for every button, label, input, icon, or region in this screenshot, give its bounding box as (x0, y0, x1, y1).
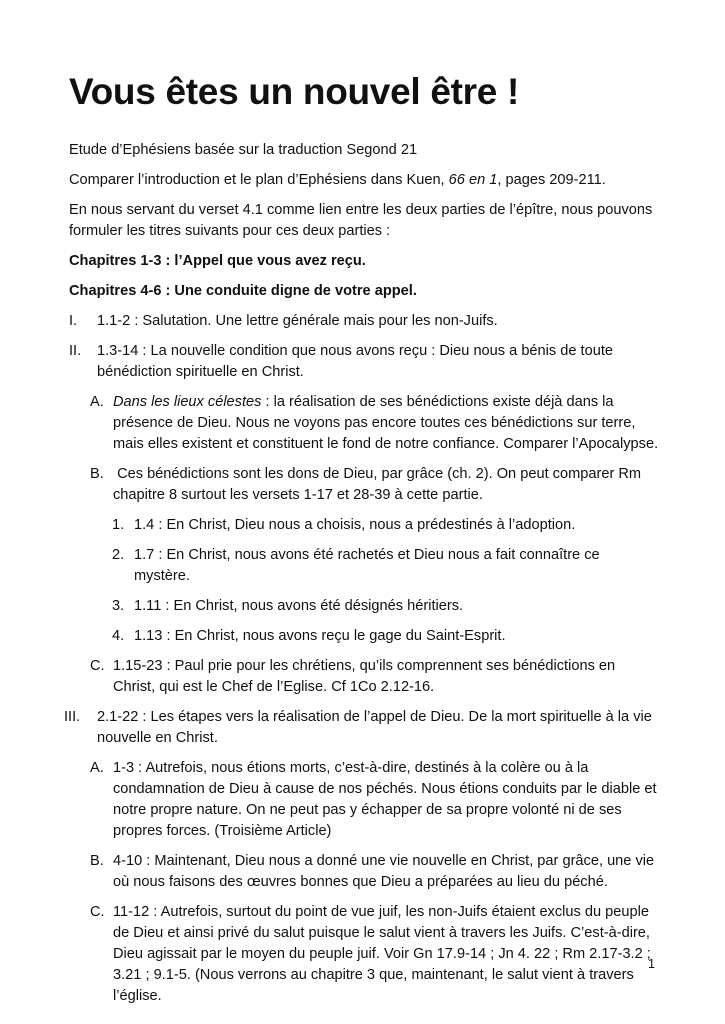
outline-item-iii (64, 707, 659, 749)
outline-text: 1.11 : En Christ, nous avons été désignés héritiers. (134, 598, 464, 614)
intro-paragraph-2-end: , pages 209-211. (497, 172, 606, 188)
page-number: 1 (648, 957, 655, 971)
outline-item-ii-b-4 (112, 626, 659, 647)
outline-item-ii-b-2 (112, 545, 659, 587)
document-page (64, 70, 659, 1016)
intro-paragraph-3: En nous servant du verset 4.1 comme lien entre les deux parties de l’épître, nous pouvons formuler les titres suivants pour ces deux parties : (69, 202, 653, 239)
outline-item-i (69, 311, 659, 332)
outline-marker: 1. (112, 517, 125, 533)
outline-text: Ces bénédictions sont les dons de Dieu, par grâce (ch. 2). On peut comparer Rm chapitre 8 surtout les versets 1-17 et 28-39 à cette partie. (113, 466, 646, 503)
outline-item-iii-a (90, 758, 659, 842)
outline-marker: A. (90, 760, 104, 776)
outline-item-iii-c (90, 902, 659, 1007)
book-title: 66 en 1 (448, 172, 498, 188)
outline-marker: B. (90, 853, 104, 869)
outline-marker: 3. (112, 598, 125, 614)
outline-text: 4-10 : Maintenant, Dieu nous a donné une vie nouvelle en Christ, par grâce, une vie où nous faisons des œuvres bonnes que Dieu a préparées au lieu du péché. (113, 853, 655, 890)
outline-text: 1.15-23 : Paul prie pour les chrétiens, qu’ils comprennent ses bénédictions en Christ, qui est le Chef de l’Eglise. Cf 1Co 2.12-16. (113, 658, 616, 695)
outline-marker: 2. (112, 547, 125, 563)
outline-item-ii (69, 341, 659, 383)
outline-text (113, 392, 659, 455)
outline-text: 1.13 : En Christ, nous avons reçu le gage du Saint-Esprit. (134, 628, 506, 644)
page-title: Vous êtes un nouvel être ! (69, 71, 520, 112)
outline-marker: I. (69, 313, 78, 329)
intro-paragraph-2-start: Comparer l’introduction et le plan d’Ephésiens dans Kuen, (69, 172, 449, 188)
intro-paragraph-1: Etude d’Ephésiens basée sur la traduction Segond 21 (69, 142, 418, 158)
outline-text: 1.1-2 : Salutation. Une lettre générale mais pour les non-Juifs. (97, 313, 498, 329)
outline-text: 1.4 : En Christ, Dieu nous a choisis, nous a prédestinés à l’adoption. (134, 517, 576, 533)
outline-text: 1.7 : En Christ, nous avons été rachetés et Dieu nous a fait connaître ce mystère. (134, 547, 600, 584)
outline-item-ii-b-3 (112, 596, 659, 617)
outline-marker: C. (90, 904, 105, 920)
outline-italic-text: Dans les lieux célestes (113, 394, 262, 410)
outline-text: 1-3 : Autrefois, nous étions morts, c’est-à-dire, destinés à la colère ou à la condamnation de Dieu à cause de nos péchés. Nous étions conduits par le diable et notre propre nature. On ne peut pas y échapper de sa propre volonté ni de ses propres forces. (Troisième Article) (113, 760, 657, 839)
outline-text-rest: : la réalisation de ses bénédictions existe déjà dans la présence de Dieu. Nous ne voyons pas encore toutes ces bénédictions sur terre, mais elles existent et constituent le fond de notre confiance. Comparer l’Apocalypse. (113, 394, 659, 452)
outline-text: 11-12 : Autrefois, surtout du point de vue juif, les non-Juifs étaient exclus du peuple de Dieu et ainsi privé du salut puisque le salut vient à travers les Juifs. C’est-à-dire, Dieu agissait par le moyen du peuple juif. Voir Gn 17.9-14 ; Jn 4. 22 ; Rm 2.17-3.2 ; 3.21 ; 9.1-5. (Nous verrons au chapitre 3 que, maintenant, le salut vient à travers l’église. (113, 904, 651, 1004)
outline-item-ii-b (90, 464, 659, 506)
outline-marker: B. (90, 466, 104, 482)
outline-item-iii-b (90, 851, 659, 893)
intro-paragraph-2 (69, 170, 659, 191)
outline-item-ii-c (90, 656, 659, 698)
outline-marker: II. (69, 343, 82, 359)
outline-item-ii-a (90, 392, 659, 455)
outline-marker: 4. (112, 628, 125, 644)
outline-text: 2.1-22 : Les étapes vers la réalisation de l’appel de Dieu. De la mort spirituelle à la vie nouvelle en Christ. (97, 709, 652, 746)
outline-marker: A. (90, 394, 104, 410)
outline-item-ii-b-1 (112, 515, 659, 536)
section-heading-1: Chapitres 1-3 : l’Appel que vous avez reçu. (69, 253, 366, 269)
outline-marker: C. (90, 658, 105, 674)
outline-marker: III. (64, 709, 81, 725)
outline-text: 1.3-14 : La nouvelle condition que nous avons reçu : Dieu nous a bénis de toute bénédiction spirituelle en Christ. (97, 343, 614, 380)
section-heading-2: Chapitres 4-6 : Une conduite digne de votre appel. (69, 283, 417, 299)
